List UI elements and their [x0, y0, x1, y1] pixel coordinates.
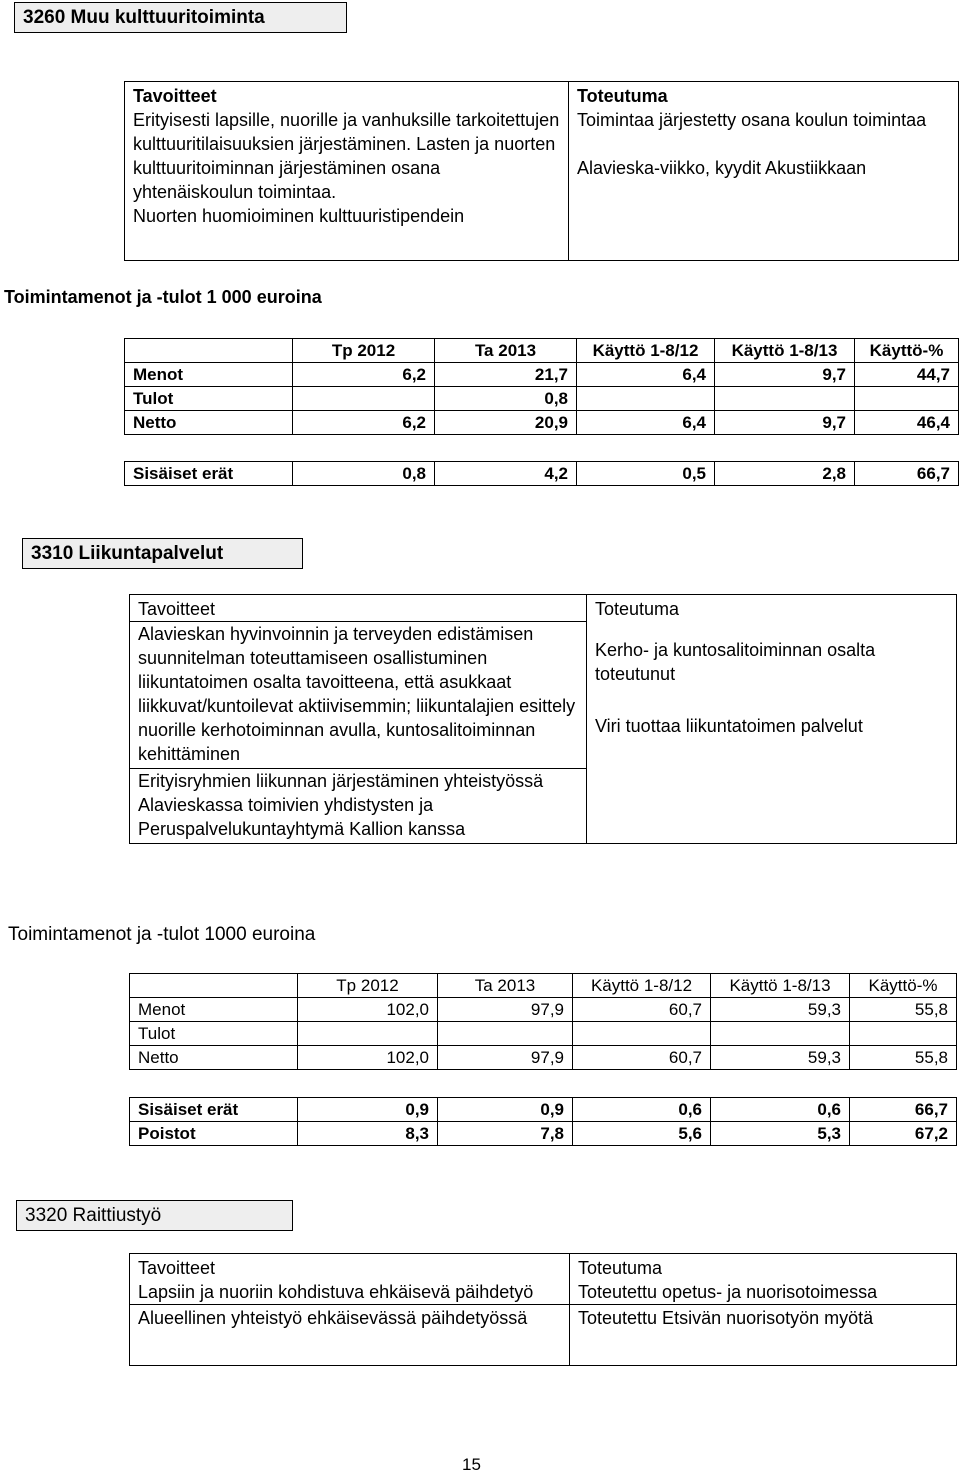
table-cell: Tulot	[125, 387, 293, 411]
table-cell: 6,4	[577, 411, 715, 435]
section-title-3320: 3320 Raittiustyö	[16, 1200, 293, 1231]
goals-cell	[125, 82, 569, 261]
table-cell: 102,0	[298, 998, 438, 1022]
realization-text-2: Alavieska-viikko, kyydit Akustiikkaan	[577, 158, 867, 178]
table-cell: 0,6	[711, 1098, 850, 1122]
section-title-3260: 3260 Muu kulttuuritoiminta	[14, 2, 347, 33]
table-cell: 0,9	[438, 1098, 573, 1122]
table-cell: 97,9	[438, 1046, 573, 1070]
header-cell: Tp 2012	[293, 339, 435, 363]
table-cell	[711, 1022, 850, 1046]
table-cell: 4,2	[435, 462, 577, 486]
table-cell: 66,7	[850, 1098, 957, 1122]
goals-cell	[130, 595, 587, 622]
goals-header: Tavoitteet	[138, 1258, 216, 1278]
table-row	[130, 1046, 957, 1070]
table-cell	[438, 1022, 573, 1046]
header-cell: Tp 2012	[298, 974, 438, 998]
table-cell: 46,4	[855, 411, 959, 435]
realization-text-1: Toteutettu opetus- ja nuorisotoimessa	[578, 1282, 878, 1302]
table-cell: Netto	[130, 1046, 298, 1070]
realization-cell	[569, 82, 959, 261]
header-cell: Käyttö 1-8/13	[715, 339, 855, 363]
table-cell: 60,7	[573, 998, 711, 1022]
finance-table-3310	[129, 973, 957, 1070]
table-cell: Sisäiset erät	[125, 462, 293, 486]
finance-table-3260	[124, 338, 959, 435]
table-cell: 0,8	[293, 462, 435, 486]
table-cell	[293, 387, 435, 411]
realization-header: Toteutuma	[578, 1258, 663, 1278]
table-cell: Menot	[125, 363, 293, 387]
goals-text-2: Erityisryhmien liikunnan järjestäminen yhteistyössä Alavieskassa toimivien yhdistysten ja Peruspalvelukuntayhtymä Kallion kanssa	[138, 771, 544, 839]
table-cell: Tulot	[130, 1022, 298, 1046]
realization-text-cell-2	[570, 1305, 957, 1366]
table-cell	[577, 387, 715, 411]
header-cell: Käyttö 1-8/12	[573, 974, 711, 998]
table-row	[125, 387, 959, 411]
header-cell: Käyttö-%	[855, 339, 959, 363]
goals-header: Tavoitteet	[138, 599, 216, 619]
table-row	[125, 462, 959, 486]
goals-header: Tavoitteet	[133, 86, 217, 106]
internal-table-3260	[124, 461, 959, 486]
table-cell: 8,3	[298, 1122, 438, 1146]
internal-table-3310	[129, 1097, 957, 1146]
table-cell: 0,5	[577, 462, 715, 486]
table-cell: 2,8	[715, 462, 855, 486]
table-cell: 59,3	[711, 998, 850, 1022]
table-cell: 5,6	[573, 1122, 711, 1146]
goals-text: Erityisesti lapsille, nuorille ja vanhuksille tarkoitettujen kulttuuritilaisuuksien järjestäminen. Lasten ja nuorten kulttuuritoiminnan järjestäminen osana yhtenäiskoulun toimintaa.	[133, 110, 560, 202]
table-row	[130, 1122, 957, 1146]
realization-text-2: Viri tuottaa liikuntatoimen palvelut	[595, 716, 863, 736]
table-cell: 6,4	[577, 363, 715, 387]
goals-text-cell	[130, 622, 587, 769]
table-cell: 55,8	[850, 998, 957, 1022]
table-cell: 55,8	[850, 1046, 957, 1070]
realization-text-2: Toteutettu Etsivän nuorisotyön myötä	[578, 1308, 874, 1328]
realization-header: Toteutuma	[577, 86, 668, 106]
table-cell: 0,8	[435, 387, 577, 411]
table-cell: 67,2	[850, 1122, 957, 1146]
table-cell: 7,8	[438, 1122, 573, 1146]
goals-table-3260	[124, 81, 959, 261]
realization-cell	[570, 1254, 957, 1305]
table-cell	[298, 1022, 438, 1046]
realization-cell	[587, 595, 957, 844]
table-row	[125, 363, 959, 387]
table-cell: 0,9	[298, 1098, 438, 1122]
header-cell	[130, 974, 298, 998]
table-cell: 6,2	[293, 411, 435, 435]
realization-text-1: Kerho- ja kuntosalitoiminnan osalta toteutunut	[595, 640, 876, 684]
page-number: 15	[462, 1455, 481, 1474]
table-cell: 66,7	[855, 462, 959, 486]
table-cell: 97,9	[438, 998, 573, 1022]
table-cell: 21,7	[435, 363, 577, 387]
table-cell: 9,7	[715, 411, 855, 435]
table-row	[130, 1098, 957, 1122]
goals-table-3320	[129, 1253, 957, 1366]
table-cell: 9,7	[715, 363, 855, 387]
goals-text-cell-2	[130, 769, 587, 844]
header-cell: Ta 2013	[435, 339, 577, 363]
goals-text-1: Lapsiin ja nuoriin kohdistuva ehkäisevä päihdetyö	[138, 1282, 534, 1302]
table-cell: 102,0	[298, 1046, 438, 1070]
table-cell: Netto	[125, 411, 293, 435]
goals-cell	[130, 1254, 570, 1305]
table-cell: 59,3	[711, 1046, 850, 1070]
table-cell: 60,7	[573, 1046, 711, 1070]
table-cell: 0,6	[573, 1098, 711, 1122]
goals-text: Alavieskan hyvinvoinnin ja terveyden edistämisen suunnitelman toteuttamiseen osallistuminen liikuntatoimen osalta tavoitteena, että asukkaat liikkuvat/kuntoilevat aktiivisemmin; liikuntalajien esittely nuorille kerhotoiminnan avulla, kuntosalitoiminnan kehittäminen	[138, 624, 576, 764]
table-cell	[855, 387, 959, 411]
header-cell: Käyttö 1-8/13	[711, 974, 850, 998]
table-cell	[715, 387, 855, 411]
realization-header: Toteutuma	[595, 599, 680, 619]
table-row	[130, 1022, 957, 1046]
header-cell: Ta 2013	[438, 974, 573, 998]
goals-text-2: Alueellinen yhteistyö ehkäisevässä päihdetyössä	[138, 1308, 528, 1328]
goals-table-3310	[129, 594, 957, 844]
realization-text-1: Toimintaa järjestetty osana koulun toimintaa	[577, 110, 927, 130]
table-cell: 20,9	[435, 411, 577, 435]
table-cell: Poistot	[130, 1122, 298, 1146]
header-cell: Käyttö 1-8/12	[577, 339, 715, 363]
table-cell: 6,2	[293, 363, 435, 387]
table-cell: Sisäiset erät	[130, 1098, 298, 1122]
finance-heading-3260: Toimintamenot ja -tulot 1 000 euroina	[4, 287, 322, 307]
goals-text-cell-2	[130, 1305, 570, 1366]
finance-heading-3310: Toimintamenot ja -tulot 1000 euroina	[8, 924, 316, 945]
table-cell: Menot	[130, 998, 298, 1022]
section-title-3310: 3310 Liikuntapalvelut	[22, 538, 303, 569]
table-row	[130, 998, 957, 1022]
table-row	[125, 411, 959, 435]
table-cell	[850, 1022, 957, 1046]
table-cell: 44,7	[855, 363, 959, 387]
header-row	[130, 974, 957, 998]
table-cell	[573, 1022, 711, 1046]
table-cell: 5,3	[711, 1122, 850, 1146]
header-cell: Käyttö-%	[850, 974, 957, 998]
header-row	[125, 339, 959, 363]
header-cell	[125, 339, 293, 363]
goals-text-2: Nuorten huomioiminen kulttuuristipendein	[133, 206, 465, 226]
